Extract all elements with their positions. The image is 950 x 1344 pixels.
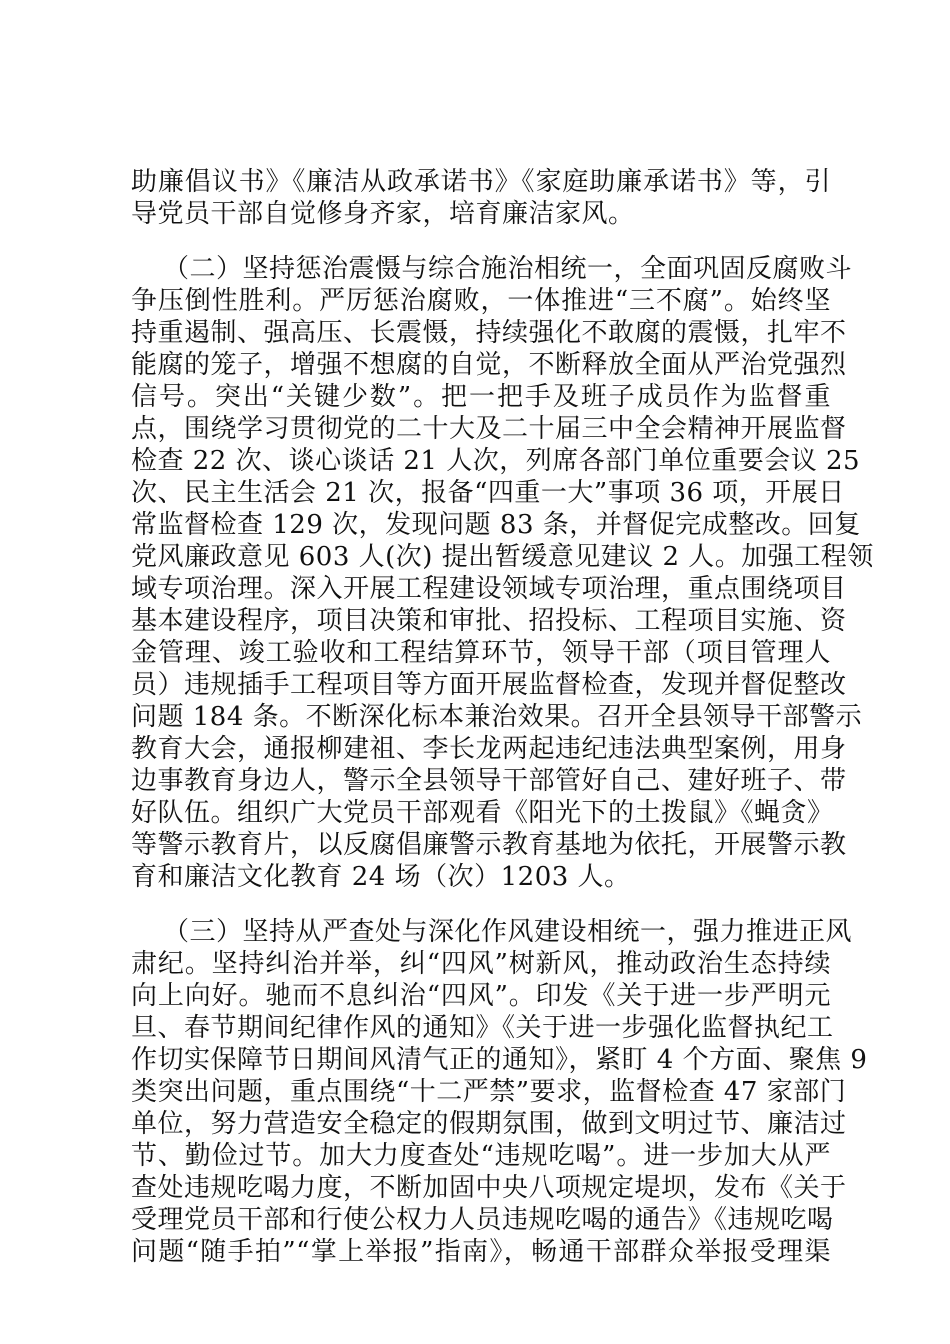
paragraph-2-line-3: 持重遏制、强高压、长震慑，持续强化不敢腐的震慑，扎牢不 bbox=[131, 318, 847, 348]
paragraph-3-line-2: 肃纪。坚持纠治并举，纠“四风”树新风，推动政治生态持续 bbox=[131, 949, 831, 979]
paragraph-2-line-4: 能腐的笼子，增强不想腐的自觉，不断释放全面从严治党强烈 bbox=[131, 350, 847, 380]
paragraph-2-line-16: 教育大会，通报柳建祖、李长龙两起违纪违法典型案例，用身 bbox=[131, 734, 847, 764]
paragraph-2-line-8: 次、民主生活会 21 次，报备“四重一大”事项 36 项，开展日 bbox=[131, 478, 845, 508]
paragraph-3-line-10: 受理党员干部和行使公权力人员违规吃喝的通告》《违规吃喝 bbox=[131, 1205, 834, 1235]
paragraph-3-line-11: 问题“随手拍”“掌上举报”指南》，畅通干部群众举报受理渠 bbox=[131, 1237, 831, 1267]
paragraph-3-line-5: 作切实保障节日期间风清气正的通知》，紧盯 4 个方面、聚焦 9 bbox=[131, 1045, 868, 1075]
paragraph-2-line-9: 常监督检查 129 次，发现问题 83 条，并督促完成整改。回复 bbox=[131, 510, 861, 540]
paragraph-1-line-1: 助廉倡议书》《廉洁从政承诺书》《家庭助廉承诺书》等，引 bbox=[131, 167, 831, 197]
paragraph-3-line-4: 旦、春节期间纪律作风的通知》《关于进一步强化监督执纪工 bbox=[131, 1013, 834, 1043]
paragraph-3-line-8: 节、勤俭过节。加大力度查处“违规吃喝”。进一步加大从严 bbox=[131, 1141, 831, 1171]
paragraph-2-line-12: 基本建设程序，项目决策和审批、招投标、工程项目实施、资 bbox=[131, 606, 847, 636]
paragraph-3-line-7: 单位，努力营造安全稳定的假期氛围，做到文明过节、廉洁过 bbox=[131, 1109, 847, 1139]
paragraph-2-line-5: 信号。突出“关键少数”。把一把手及班子成员作为监督重 bbox=[131, 382, 831, 412]
paragraph-2-line-7: 检查 22 次、谈心谈话 21 人次，列席各部门单位重要会议 25 bbox=[131, 446, 861, 476]
paragraph-2-line-6: 点，围绕学习贯彻党的二十大及二十届三中全会精神开展监督 bbox=[131, 414, 847, 444]
paragraph-2-line-20: 育和廉洁文化教育 24 场（次）1203 人。 bbox=[131, 862, 631, 892]
paragraph-2-line-15: 问题 184 条。不断深化标本兼治效果。召开全县领导干部警示 bbox=[131, 702, 863, 732]
paragraph-3-line-3: 向上向好。驰而不息纠治“四风”。印发《关于进一步严明元 bbox=[131, 981, 831, 1011]
paragraph-3-line-1: （三）坚持从严查处与深化作风建设相统一，强力推进正风 bbox=[163, 917, 853, 947]
paragraph-2-line-14: 员）违规插手工程项目等方面开展监督检查，发现并督促整改 bbox=[131, 670, 847, 700]
paragraph-2-line-19: 等警示教育片，以反腐倡廉警示教育基地为依托，开展警示教 bbox=[131, 830, 847, 860]
paragraph-2-line-2: 争压倒性胜利。严厉惩治腐败，一体推进“三不腐”。始终坚 bbox=[131, 286, 831, 316]
paragraph-2-line-1: （二）坚持惩治震慑与综合施治相统一，全面巩固反腐败斗 bbox=[163, 254, 853, 284]
paragraph-1-line-2: 导党员干部自觉修身齐家，培育廉洁家风。 bbox=[131, 199, 635, 229]
paragraph-3-line-6: 类突出问题，重点围绕“十二严禁”要求，监督检查 47 家部门 bbox=[131, 1077, 847, 1107]
paragraph-2-line-11: 域专项治理。深入开展工程建设领域专项治理，重点围绕项目 bbox=[131, 574, 847, 604]
paragraph-2-line-18: 好队伍。组织广大党员干部观看《阳光下的土拨鼠》《蝇贪》 bbox=[131, 798, 834, 828]
paragraph-2-line-10: 党风廉政意见 603 人(次) 提出暂缓意见建议 2 人。加强工程领 bbox=[131, 542, 874, 572]
paragraph-3-line-9: 查处违规吃喝力度，不断加固中央八项规定堤坝，发布《关于 bbox=[131, 1173, 847, 1203]
paragraph-2-line-17: 边事教育身边人，警示全县领导干部管好自己、建好班子、带 bbox=[131, 766, 847, 796]
paragraph-2-line-13: 金管理、竣工验收和工程结算环节，领导干部（项目管理人 bbox=[131, 638, 831, 668]
